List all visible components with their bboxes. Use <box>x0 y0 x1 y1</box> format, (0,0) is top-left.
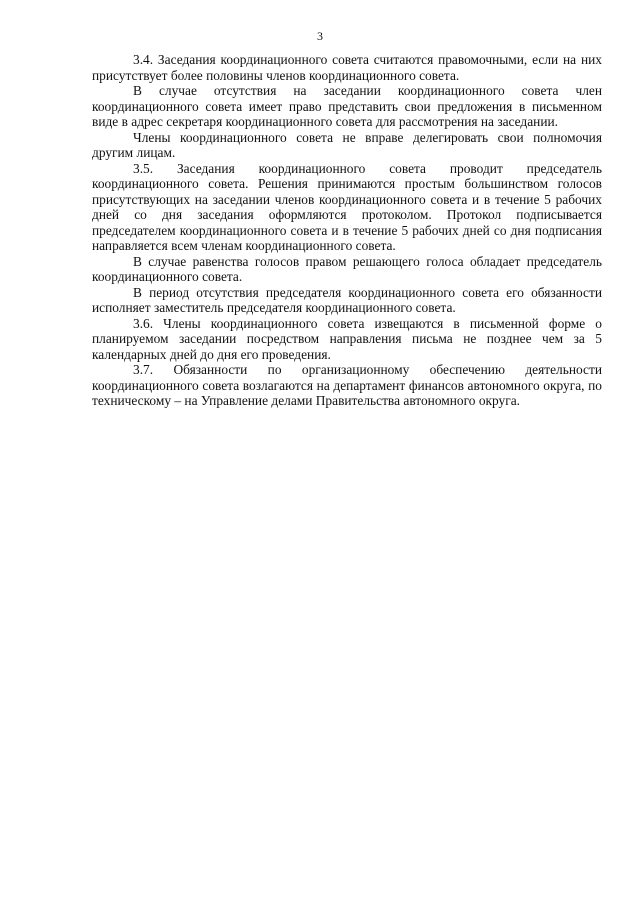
paragraph-deputy-chair: В период отсутствия председателя координационного совета его обязанности исполняет заместитель председателя координационного совета. <box>92 284 602 315</box>
paragraph-tie-vote: В случае равенства голосов правом решающего голоса обладает председатель координационного совета. <box>92 253 602 284</box>
paragraph-3-4: 3.4. Заседания координационного совета считаются правомочными, если на них присутствует более половины членов координационного совета. <box>92 52 602 83</box>
paragraph-absence-proposals: В случае отсутствия на заседании координационного совета член координационного совета имеет право представить свои предложения в письменном виде в адрес секретаря координационного совета для рассмотрения на заседании. <box>92 83 602 129</box>
paragraph-3-6: 3.6. Члены координационного совета извещаются в письменной форме о планируемом заседании посредством направления письма не позднее чем за 5 календарных дней до дня его проведения. <box>92 315 602 362</box>
paragraph-no-delegation: Члены координационного совета не вправе делегировать свои полномочия другим лицам. <box>92 129 602 160</box>
page-number: 3 <box>317 29 323 43</box>
document-body <box>92 52 602 409</box>
paragraph-3-5: 3.5. Заседания координационного совета проводит председатель координационного совета. Решения принимаются простым большинством голосов присутствующих на заседании членов координационного совета и в течение 5 рабочих дней со дня заседания оформляются протоколом. Протокол подписывается председателем координационного совета и в течение 5 рабочих дней со дня подписания направляется всем членам координационного совета. <box>92 160 602 253</box>
paragraph-3-7: 3.7. Обязанности по организационному обеспечению деятельности координационного совета возлагаются на департамент финансов автономного округа, по техническому – на Управление делами Правительства автономного округа. <box>92 362 602 408</box>
